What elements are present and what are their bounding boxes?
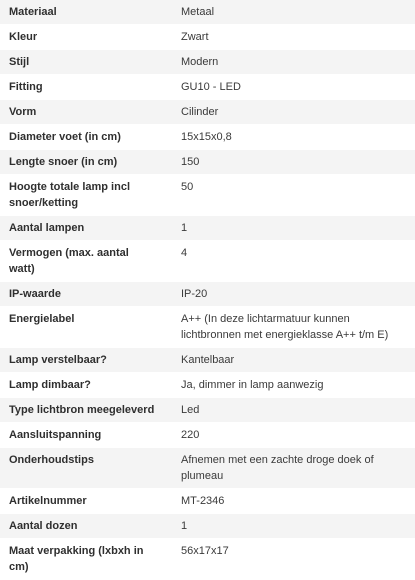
spec-value: Ja, dimmer in lamp aanwezig: [165, 373, 415, 398]
spec-value: MT-2346: [165, 489, 415, 514]
spec-value: 50: [165, 175, 415, 216]
spec-label: Hoogte totale lamp incl snoer/ketting: [0, 175, 165, 216]
spec-row-vermogen: [0, 241, 415, 282]
spec-row-diameter-voet: [0, 125, 415, 150]
spec-value: Led: [165, 398, 415, 423]
spec-value: Metaal: [165, 0, 415, 25]
spec-row-hoogte-totale-lamp: [0, 175, 415, 216]
spec-value: 15x15x0,8: [165, 125, 415, 150]
spec-label: Aansluitspanning: [0, 423, 165, 448]
spec-value: 150: [165, 150, 415, 175]
spec-value: 56x17x17: [165, 539, 415, 580]
spec-label: Maat verpakking (lxbxh in cm): [0, 539, 165, 580]
spec-row-stijl: [0, 50, 415, 75]
spec-row-artikelnummer: [0, 489, 415, 514]
spec-value: Cilinder: [165, 100, 415, 125]
spec-value: 4: [165, 241, 415, 282]
spec-label: Kleur: [0, 25, 165, 50]
spec-label: Type lichtbron meegeleverd: [0, 398, 165, 423]
spec-label: Materiaal: [0, 0, 165, 25]
spec-label: Onderhoudstips: [0, 448, 165, 489]
spec-value: Modern: [165, 50, 415, 75]
spec-value: Kantelbaar: [165, 348, 415, 373]
spec-label: Vermogen (max. aantal watt): [0, 241, 165, 282]
spec-value: Zwart: [165, 25, 415, 50]
spec-label: Energielabel: [0, 307, 165, 348]
spec-value: 1: [165, 216, 415, 241]
spec-label: Aantal dozen: [0, 514, 165, 539]
spec-value: Afnemen met een zachte droge doek of plumeau: [165, 448, 415, 489]
spec-label: Lamp dimbaar?: [0, 373, 165, 398]
spec-row-kleur: [0, 25, 415, 50]
spec-row-lamp-verstelbaar: [0, 348, 415, 373]
spec-row-energielabel: [0, 307, 415, 348]
spec-row-materiaal: [0, 0, 415, 25]
spec-row-aantal-dozen: [0, 514, 415, 539]
spec-label: Diameter voet (in cm): [0, 125, 165, 150]
spec-label: Vorm: [0, 100, 165, 125]
spec-row-maat-verpakking: [0, 539, 415, 580]
spec-row-fitting: [0, 75, 415, 100]
spec-label: Fitting: [0, 75, 165, 100]
spec-label: Aantal lampen: [0, 216, 165, 241]
spec-row-lamp-dimbaar: [0, 373, 415, 398]
spec-label: Stijl: [0, 50, 165, 75]
spec-value: GU10 - LED: [165, 75, 415, 100]
spec-label: IP-waarde: [0, 282, 165, 307]
spec-row-lengte-snoer: [0, 150, 415, 175]
spec-value: 1: [165, 514, 415, 539]
spec-row-ip-waarde: [0, 282, 415, 307]
spec-value: 220: [165, 423, 415, 448]
spec-value: A++ (In deze lichtarmatuur kunnen lichtbronnen met energieklasse A++ t/m E): [165, 307, 415, 348]
spec-row-vorm: [0, 100, 415, 125]
spec-label: Artikelnummer: [0, 489, 165, 514]
spec-row-onderhoudstips: [0, 448, 415, 489]
spec-row-aansluitspanning: [0, 423, 415, 448]
spec-label: Lamp verstelbaar?: [0, 348, 165, 373]
spec-row-aantal-lampen: [0, 216, 415, 241]
spec-row-type-lichtbron: [0, 398, 415, 423]
spec-value: IP-20: [165, 282, 415, 307]
spec-label: Lengte snoer (in cm): [0, 150, 165, 175]
